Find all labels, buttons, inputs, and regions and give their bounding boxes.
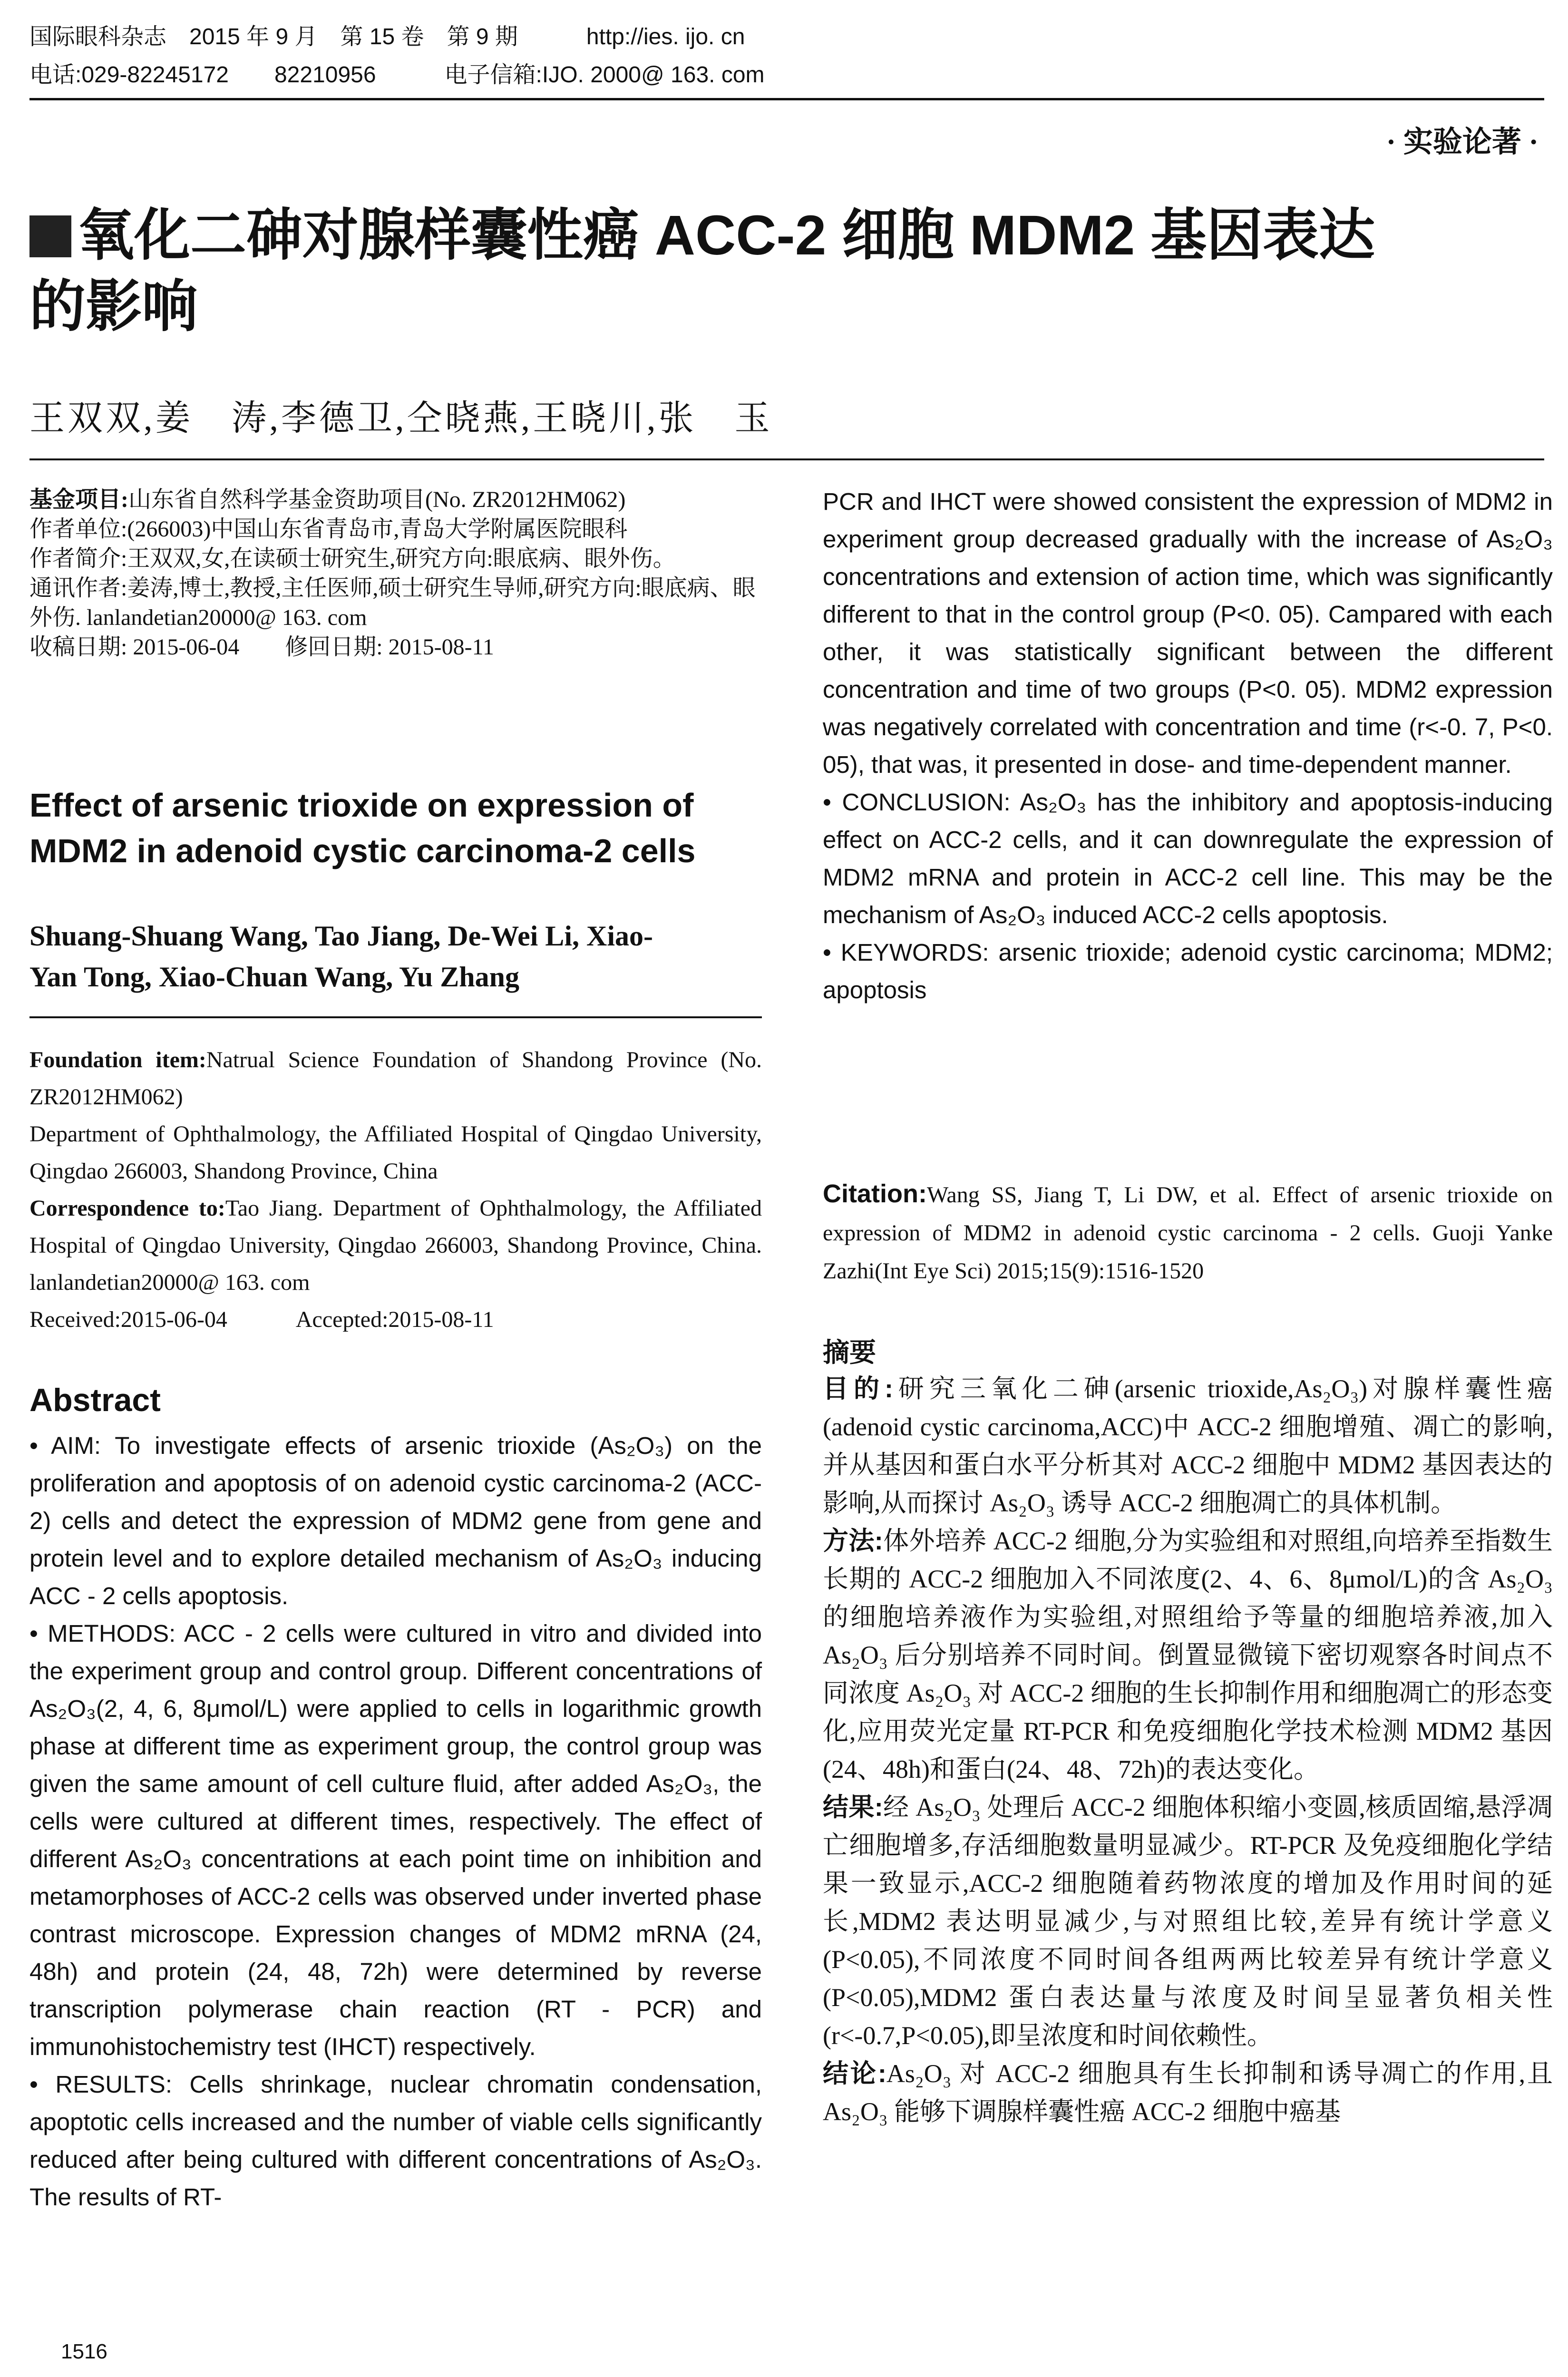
citation [823, 1175, 1553, 1290]
corr-cn: 姜涛,博士,教授,主任医师,硕士研究生导师,研究方向:眼底病、眼外伤. lanlandetian20000@ 163. com [29, 575, 756, 630]
correspondence-en: Tao Jiang. Department of Ophthalmology, the Affiliated Hospital of Qingdao University, Qingdao 266003, Shandong Province, China. lanlandetian20000@ 163. com [29, 1196, 762, 1295]
abstract-heading: Abstract [29, 1382, 161, 1418]
foundation-cn: 山东省自然科学基金资助项目(No. ZR2012HM062) [128, 487, 626, 512]
english-authors-line2: Yan Tong, Xiao-Chuan Wang, Yu Zhang [29, 961, 519, 993]
aim-label-cn: 目的: [823, 1374, 893, 1403]
citation-text: Wang SS, Jiang T, Li DW, et al. Effect of arsenic trioxide on expression of MDM2 in adenoid cystic carcinoma - 2 cells. Guoji Yanke Zazhi(Int Eye Sci) 2015;15(9):1516-1520 [823, 1182, 1553, 1284]
foundation-en: Natrual Science Foundation of Shandong Province (No. ZR2012HM062) [29, 1047, 762, 1110]
english-authors-line1: Shuang-Shuang Wang, Tao Jiang, De-Wei Li, Xiao- [29, 920, 653, 952]
unit-cn: (266003)中国山东省青岛市,青岛大学附属医院眼科 [127, 516, 628, 542]
english-title-line2: MDM2 in adenoid cystic carcinoma-2 cells [29, 832, 696, 869]
title-line1: 氧化二砷对腺样囊性癌 ACC-2 细胞 MDM2 基因表达 [78, 204, 1375, 267]
foundation-label-cn: 基金项目: [29, 487, 128, 512]
english-title-line1: Effect of arsenic trioxide on expression of [29, 787, 694, 824]
header-rule [29, 98, 1544, 100]
abstract-cn [823, 1370, 1553, 2131]
conclusion-label-cn: 结论: [823, 2059, 886, 2088]
aim-cn: 研究三氧化二砷(arsenic trioxide,As₂O₃)对腺样囊性癌(adenoid cystic carcinoma,ACC)中 ACC-2 细胞增殖、凋亡的影响,并从基因和蛋白水平分析其对 ACC-2 细胞中 MDM2 基因表达的影响,从而探讨 As₂O₃ 诱导 ACC-2 细胞凋亡的具体机制。 [823, 1374, 1553, 1517]
journal-header-line1: 国际眼科杂志 2015 年 9 月 第 15 卷 第 9 期 http://ies. ijo. cn [29, 24, 745, 49]
abstract-keywords: • KEYWORDS: arsenic trioxide; adenoid cystic carcinoma; MDM2; apoptosis [823, 939, 1553, 1003]
abstract-results-cont: PCR and IHCT were showed consistent the expression of MDM2 in experiment group decreased gradually with the increase of As₂O₃ concentrations and extension of action time, which was significantly different to that in the control group (P<0. 05). Campared with each other, it was statistically significant between the different concentration and time of two groups (P<0. 05). MDM2 expression was negatively correlated with concentration and time (r<-0. 7, P<0. 05), that was, it presented in dose- and time-dependent manner. [823, 488, 1553, 778]
section-tag: · 实验论著 · [1386, 126, 1539, 158]
english-authors-rule [29, 1016, 762, 1018]
abstract-left [29, 1427, 762, 2216]
corr-label-cn: 通讯作者: [29, 575, 127, 601]
abstract-results-start: • RESULTS: Cells shrinkage, nuclear chromatin condensation, apoptotic cells increased and the number of viable cells significantly reduced after being cultured with different concentrations of As₂O₃. The results of RT- [29, 2071, 762, 2211]
article-info-cn [29, 485, 762, 662]
results-cn: 经 As₂O₃ 处理后 ACC-2 细胞体积缩小变圆,核质固缩,悬浮凋亡细胞增多,存活细胞数量明显减少。RT-PCR 及免疫细胞化学结果一致显示,ACC-2 细胞随着药物浓度的增加及作用时间的延长,MDM2 表达明显减少,与对照组比较,差异有统计学意义(P<0.05),不同浓度不同时间各组两两比较差异有统计学意义(P<0.05),MDM2 蛋白表达量与浓度及时间呈显著负相关性(r<-0.7,P<0.05),即呈浓度和时间依赖性。 [823, 1793, 1553, 2050]
authors-rule [29, 458, 1544, 460]
intro-cn: 王双双,女,在读硕士研究生,研究方向:眼底病、眼外伤。 [127, 546, 676, 571]
citation-label: Citation: [823, 1179, 927, 1208]
foundation-label-en: Foundation item: [29, 1047, 206, 1072]
authors-cn: 王双双,姜 涛,李德卫,仝晓燕,王晓川,张 玉 [29, 399, 773, 438]
methods-cn: 体外培养 ACC-2 细胞,分为实验组和对照组,向培养至指数生长期的 ACC-2 细胞加入不同浓度(2、4、6、8μmol/L)的含 As₂O₃ 的细胞培养液作为实验组,对照组给予等量的细胞培养液,加入 As₂O₃ 后分别培养不同时间。倒置显微镜下密切观察各时间点不同浓度 As₂O₃ 对 ACC-2 细胞的生长抑制作用和细胞凋亡的形态变化,应用荧光定量 RT-PCR 和免疫细胞化学技术检测 MDM2 基因(24、48h)和蛋白(24、48、72h)的表达变化。 [823, 1527, 1553, 1783]
received-cn: 收稿日期: 2015-06-04 修回日期: 2015-08-11 [29, 634, 494, 660]
article-title [29, 200, 1542, 342]
abstract-cn-heading: 摘要 [823, 1337, 876, 1367]
department-en: Department of Ophthalmology, the Affiliated Hospital of Qingdao University, Qingdao 266003, Shandong Province, China [29, 1121, 762, 1184]
page-number: 1516 [61, 2340, 107, 2363]
conclusion-cn: As₂O₃ 对 ACC-2 细胞具有生长抑制和诱导凋亡的作用,且 As₂O₃ 能够下调腺样囊性癌 ACC-2 细胞中癌基 [823, 2059, 1553, 2126]
title-first-char-block [29, 215, 71, 257]
article-info-en [29, 1042, 762, 1338]
abstract-methods: • METHODS: ACC - 2 cells were cultured in vitro and divided into the experiment group and control group. Different concentrations of As₂O₃(2, 4, 6, 8μmol/L) were applied to cells in logarithmic growth phase at different time as experiment group, the control group was given the same amount of cell culture fluid, after added As₂O₃, the cells were cultured at different times, respectively. The effect of different As₂O₃ concentrations at each point time on inhibition and metamorphoses of ACC-2 cells was observed under inverted phase contrast microscope. Expression changes of MDM2 mRNA (24, 48h) and protein (24, 48, 72h) were determined by reverse transcription polymerase chain reaction (RT - PCR) and immunohistochemistry test (IHCT) respectively. [29, 1620, 762, 2060]
methods-label-cn: 方法: [823, 1527, 883, 1555]
abstract-aim: • AIM: To investigate effects of arsenic trioxide (As₂O₃) on the proliferation and apoptosis of on adenoid cystic carcinoma-2 (ACC-2) cells and detect the expression of MDM2 gene from gene and protein level and to explore detailed mechanism of As₂O₃ inducing ACC - 2 cells apoptosis. [29, 1432, 762, 1609]
title-line2: 的影响 [29, 275, 198, 338]
abstract-conclusion: • CONCLUSION: As₂O₃ has the inhibitory and apoptosis-inducing effect on ACC-2 cells, and it can downregulate the expression of MDM2 mRNA and protein in ACC-2 cell line. This may be the mechanism of As₂O₃ induced ACC-2 cells apoptosis. [823, 789, 1553, 928]
unit-label-cn: 作者单位: [29, 516, 127, 542]
journal-header-line2: 电话:029-82245172 82210956 电子信箱:IJO. 2000@ 163. com [29, 62, 765, 88]
english-authors [29, 916, 762, 997]
intro-label-cn: 作者简介: [29, 546, 127, 571]
received-en: Received:2015-06-04 Accepted:2015-08-11 [29, 1307, 494, 1332]
english-title [29, 782, 762, 874]
abstract-right [823, 483, 1553, 1009]
results-label-cn: 结果: [823, 1793, 883, 1822]
correspondence-label-en: Correspondence to: [29, 1196, 225, 1221]
